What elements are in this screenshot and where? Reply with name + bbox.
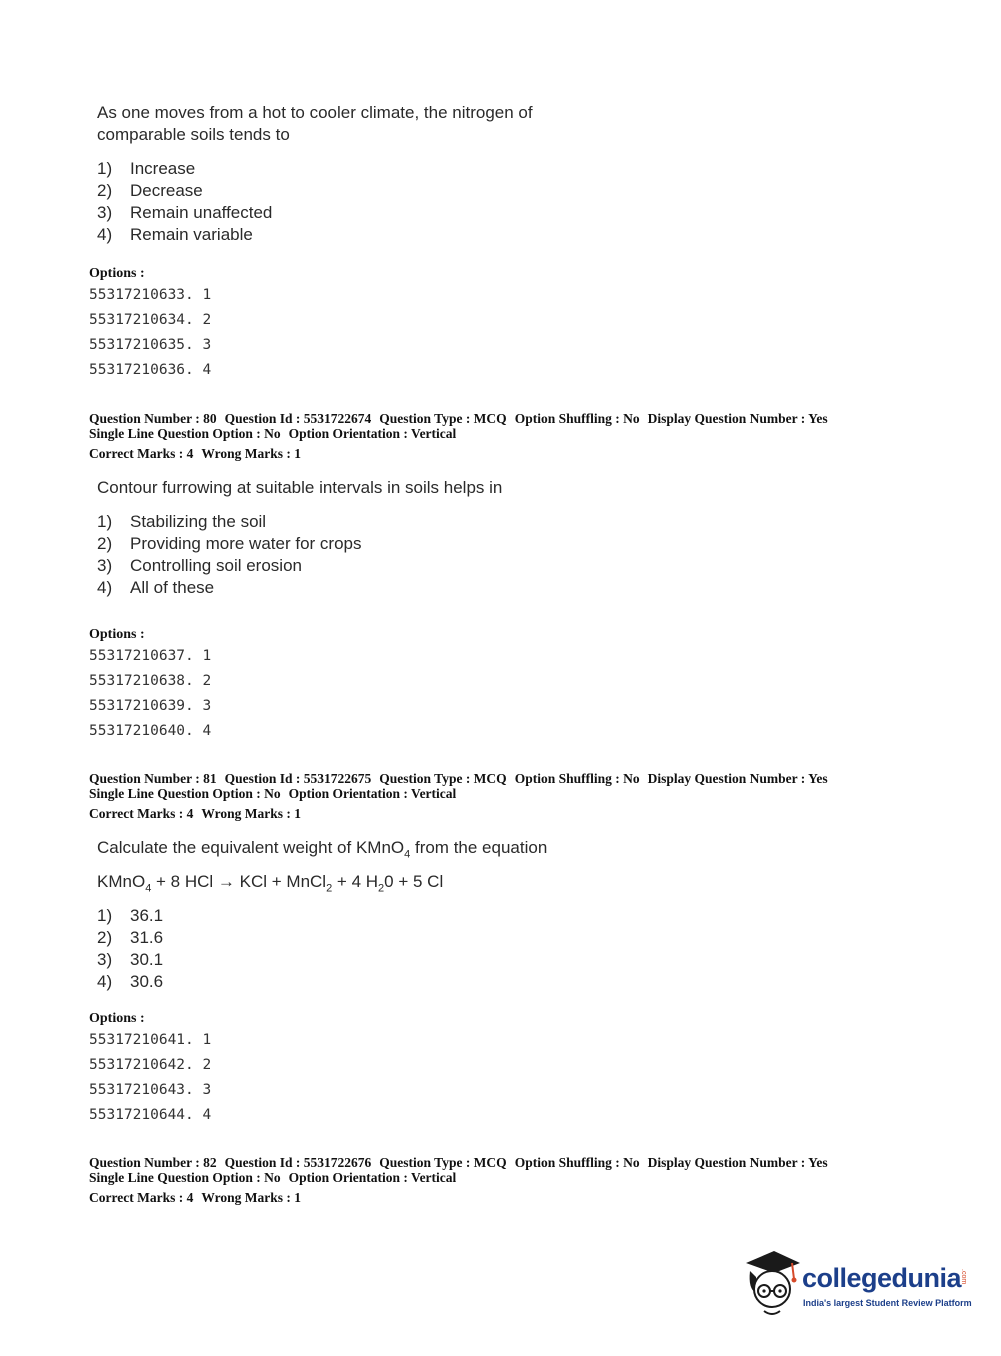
- option-shuffling: Option Shuffling : No: [514, 771, 640, 786]
- subscript: 4: [404, 848, 411, 861]
- meta-line-1: [89, 1155, 836, 1170]
- correct-marks: Correct Marks : 4: [89, 446, 194, 461]
- choice-item: [97, 577, 361, 599]
- choice-label: Providing more water for crops: [130, 534, 362, 553]
- choice-item: [97, 905, 163, 927]
- meta-line-2: [89, 1170, 836, 1185]
- option-id-line: 55317210633. 1: [89, 287, 212, 303]
- question-79-text-line-2: comparable soils tends to: [97, 125, 290, 144]
- choice-item: [97, 555, 361, 577]
- single-line-option: Single Line Question Option : No: [89, 786, 281, 801]
- choice-label: Decrease: [130, 181, 203, 200]
- choice-label: 36.1: [130, 906, 164, 925]
- logo-tagline: India's largest Student Review Platform: [803, 1298, 972, 1308]
- option-id-line: 55317210639. 3: [89, 698, 212, 714]
- choice-item: [97, 533, 361, 555]
- option-id-line: 55317210644. 4: [89, 1107, 212, 1123]
- option-id-line: 55317210641. 1: [89, 1032, 212, 1048]
- equation-part: + 8 HCl → KCl + MnCl: [151, 872, 327, 891]
- choice-number: 3): [97, 950, 113, 969]
- question-81-options: [89, 1028, 211, 1128]
- correct-marks: Correct Marks : 4: [89, 1190, 194, 1205]
- choice-item: [97, 158, 272, 180]
- option-id-line: 55317210642. 2: [89, 1057, 212, 1073]
- wrong-marks: Wrong Marks : 1: [201, 446, 301, 461]
- option-shuffling: Option Shuffling : No: [514, 411, 640, 426]
- meta-line-1: [89, 411, 836, 426]
- choice-number: 2): [97, 181, 113, 200]
- question-type: Question Type : MCQ: [379, 411, 507, 426]
- option-id-line: 55317210638. 2: [89, 673, 212, 689]
- equation-part: + 4 H: [332, 872, 379, 891]
- meta-line-3: [89, 446, 836, 461]
- display-question-number: Display Question Number : Yes: [647, 771, 828, 786]
- option-orientation: Option Orientation : Vertical: [288, 426, 457, 441]
- choice-item: [97, 511, 361, 533]
- option-id-line: 55317210640. 4: [89, 723, 212, 739]
- options-heading: Options :: [89, 1011, 145, 1026]
- question-81-meta: [89, 771, 836, 821]
- option-id-line: 55317210643. 3: [89, 1082, 212, 1098]
- subscript: 2: [378, 882, 385, 895]
- meta-line-3: [89, 806, 836, 821]
- choice-number: 4): [97, 972, 113, 991]
- choice-label: Remain variable: [130, 225, 253, 244]
- option-id-line: 55317210635. 3: [89, 337, 212, 353]
- question-79-text-line-1: As one moves from a hot to cooler climate, the nitrogen of: [97, 103, 533, 122]
- choice-item: [97, 927, 163, 949]
- equation-part: 0 + 5 Cl: [384, 872, 444, 891]
- wrong-marks: Wrong Marks : 1: [201, 1190, 301, 1205]
- question-80-choices: [97, 511, 361, 599]
- choice-label: 30.1: [130, 950, 164, 969]
- display-question-number: Display Question Number : Yes: [647, 1155, 828, 1170]
- option-orientation: Option Orientation : Vertical: [288, 786, 457, 801]
- subscript: 4: [145, 882, 152, 895]
- question-81-text: [97, 837, 547, 865]
- question-80-options: [89, 644, 211, 744]
- choice-number: 3): [97, 203, 113, 222]
- meta-line-2: [89, 426, 836, 441]
- choice-item: [97, 202, 272, 224]
- choice-number: 4): [97, 578, 113, 597]
- question-type: Question Type : MCQ: [379, 1155, 507, 1170]
- question-80-meta: [89, 411, 836, 461]
- choice-number: 4): [97, 225, 113, 244]
- choice-item: [97, 949, 163, 971]
- choice-label: Stabilizing the soil: [130, 512, 267, 531]
- chemical-equation: [97, 871, 443, 899]
- wrong-marks: Wrong Marks : 1: [201, 806, 301, 821]
- choice-number: 1): [97, 159, 113, 178]
- question-number: Question Number : 81: [89, 771, 217, 786]
- meta-line-2: [89, 786, 836, 801]
- question-id: Question Id : 5531722674: [224, 411, 372, 426]
- options-heading: Options :: [89, 627, 145, 642]
- choice-label: Controlling soil erosion: [130, 556, 302, 575]
- question-79-options: [89, 283, 211, 383]
- mascot-icon: [742, 1249, 802, 1317]
- single-line-option: Single Line Question Option : No: [89, 1170, 281, 1185]
- single-line-option: Single Line Question Option : No: [89, 426, 281, 441]
- question-79-text: [97, 102, 533, 146]
- choice-number: 1): [97, 906, 113, 925]
- choice-number: 3): [97, 556, 113, 575]
- choice-item: [97, 971, 163, 993]
- choice-number: 2): [97, 534, 113, 553]
- question-number: Question Number : 80: [89, 411, 217, 426]
- option-shuffling: Option Shuffling : No: [514, 1155, 640, 1170]
- choice-label: All of these: [130, 578, 215, 597]
- question-79-choices: [97, 158, 272, 246]
- choice-label: Remain unaffected: [130, 203, 273, 222]
- choice-label: Increase: [130, 159, 196, 178]
- question-id: Question Id : 5531722675: [224, 771, 372, 786]
- question-number: Question Number : 82: [89, 1155, 217, 1170]
- meta-line-3: [89, 1190, 836, 1205]
- choice-label: 31.6: [130, 928, 164, 947]
- options-heading: Options :: [89, 266, 145, 281]
- choice-item: [97, 224, 272, 246]
- meta-line-1: [89, 771, 836, 786]
- question-82-meta: [89, 1155, 836, 1205]
- question-text-part: Calculate the equivalent weight of KMnO: [97, 838, 405, 857]
- logo-com: .com: [960, 1269, 967, 1285]
- equation-part: KMnO: [97, 872, 146, 891]
- option-orientation: Option Orientation : Vertical: [288, 1170, 457, 1185]
- question-81-choices: [97, 905, 163, 993]
- logo-wordmark: collegedunia: [802, 1263, 962, 1293]
- question-id: Question Id : 5531722676: [224, 1155, 372, 1170]
- option-id-line: 55317210634. 2: [89, 312, 212, 328]
- choice-number: 1): [97, 512, 113, 531]
- collegedunia-logo: [742, 1249, 972, 1317]
- subscript: 2: [326, 882, 333, 895]
- choice-number: 2): [97, 928, 113, 947]
- option-id-line: 55317210637. 1: [89, 648, 212, 664]
- option-id-line: 55317210636. 4: [89, 362, 212, 378]
- question-text-part: from the equation: [410, 838, 548, 857]
- display-question-number: Display Question Number : Yes: [647, 411, 828, 426]
- question-type: Question Type : MCQ: [379, 771, 507, 786]
- question-80-text: Contour furrowing at suitable intervals in soils helps in: [97, 478, 503, 497]
- choice-item: [97, 180, 272, 202]
- choice-label: 30.6: [130, 972, 164, 991]
- correct-marks: Correct Marks : 4: [89, 806, 194, 821]
